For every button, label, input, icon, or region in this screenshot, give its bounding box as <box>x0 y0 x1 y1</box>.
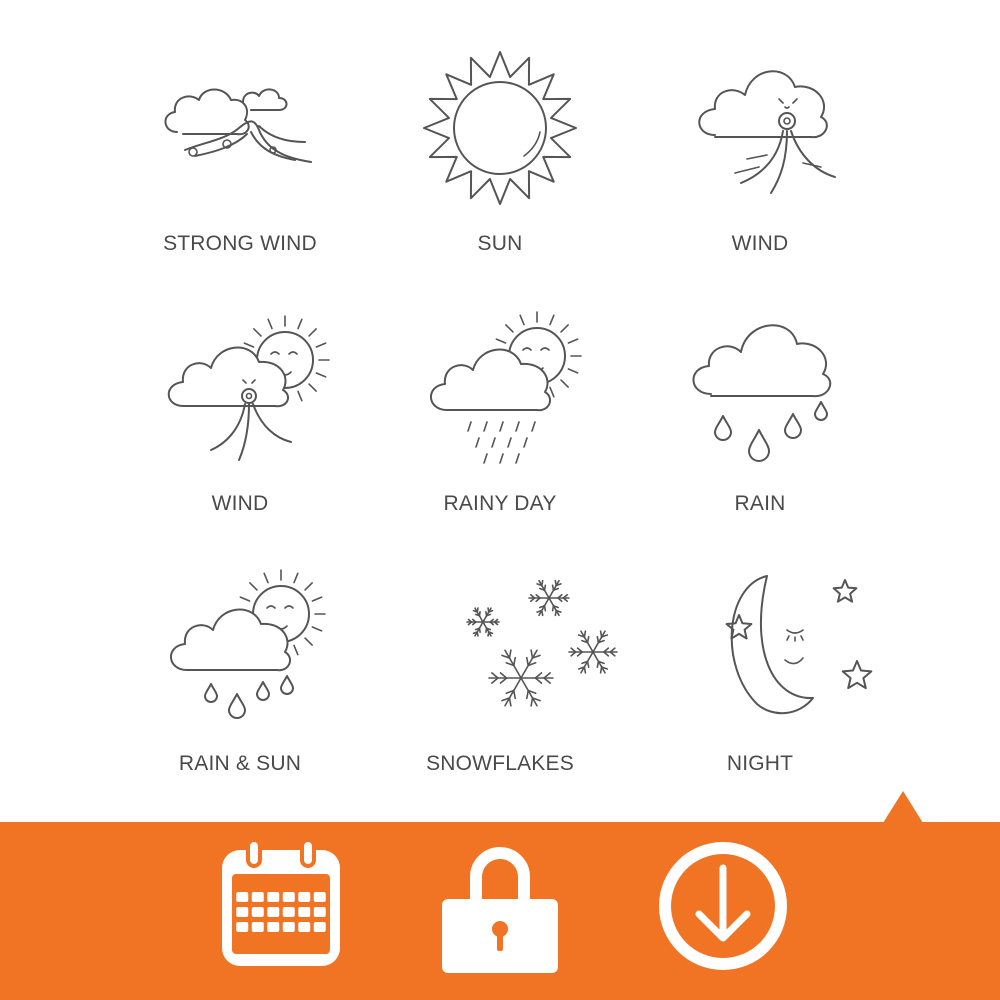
snowflake-medium-icon <box>569 631 617 673</box>
rain-cell <box>630 310 890 470</box>
calendar-button[interactable] <box>218 840 344 975</box>
strong-wind-cell <box>110 70 370 180</box>
rain-icon <box>675 310 845 470</box>
lock-button[interactable] <box>438 843 562 980</box>
wind-sun-cell <box>110 310 370 470</box>
sun-label: SUN <box>477 232 523 255</box>
wind-sun-icon <box>155 310 325 470</box>
rainy-day-label: RAINY DAY <box>443 492 557 515</box>
snowflakes-icon <box>415 570 585 720</box>
star-icon <box>727 615 752 639</box>
strong-wind-icon <box>155 70 325 180</box>
rain-streaks <box>468 422 535 463</box>
rainy-day-icon <box>415 310 585 470</box>
sun-cell <box>370 48 630 208</box>
wind-sun-label: WIND <box>211 492 269 515</box>
star-icon <box>843 661 872 688</box>
snowflakes-label: SNOWFLAKES <box>426 752 574 775</box>
night-cell <box>630 570 890 720</box>
wind-label: WIND <box>731 232 789 255</box>
strong-wind-label: STRONG WIND <box>163 232 317 255</box>
rain-sun-icon <box>155 570 325 730</box>
wind-cell <box>630 55 890 205</box>
night-label: NIGHT <box>726 752 794 775</box>
bar-notch <box>883 791 923 823</box>
sun-rays <box>424 52 576 204</box>
wind-icon <box>675 55 845 205</box>
star-icon <box>834 580 857 602</box>
snowflake-large-icon <box>489 650 553 706</box>
night-icon <box>675 570 845 720</box>
download-button[interactable] <box>655 838 791 979</box>
calendar-icon <box>218 840 344 970</box>
snowflakes-cell <box>370 570 630 720</box>
lock-icon <box>438 843 562 975</box>
download-icon <box>655 838 791 974</box>
snowflake-small-icon <box>529 581 569 616</box>
rain-label: RAIN <box>734 492 786 515</box>
rainy-day-cell <box>370 310 630 470</box>
rain-sun-cell <box>110 570 370 730</box>
rain-sun-label: RAIN & SUN <box>178 752 302 775</box>
snowflake-tiny-icon <box>467 608 499 636</box>
sun-icon <box>420 48 580 208</box>
